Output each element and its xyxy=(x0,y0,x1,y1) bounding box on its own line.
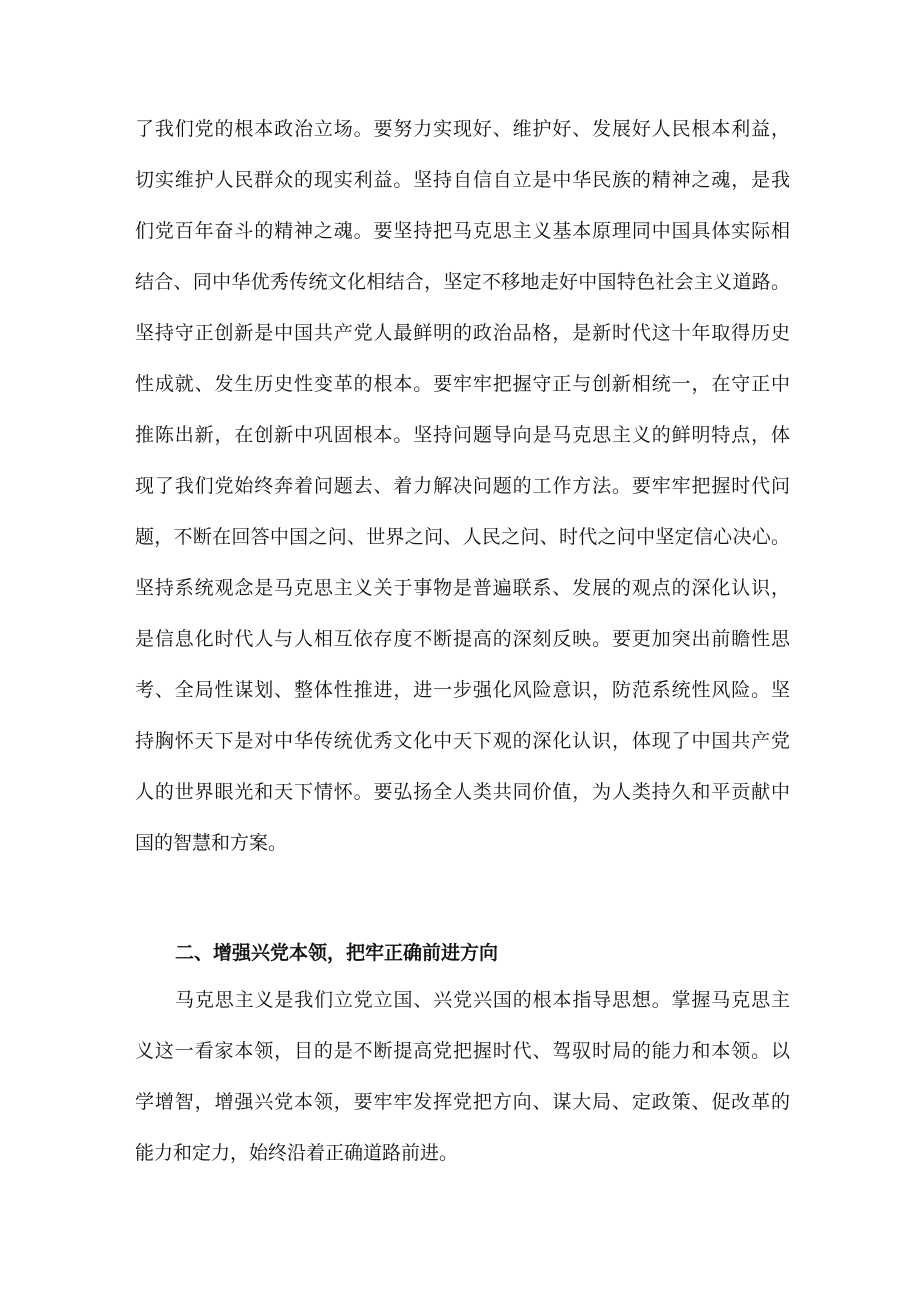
paragraph-line: 国的智慧和方案。 xyxy=(135,832,288,854)
paragraph-line: 义这一看家本领，目的是不断提高党把握时代、驾驭时局的能力和本领。以 xyxy=(135,1040,790,1062)
paragraph-line: 能力和定力，始终沿着正确道路前进。 xyxy=(135,1142,459,1164)
paragraph-line: 们党百年奋斗的精神之魂。要坚持把马克思主义基本原理同中国具体实际相 xyxy=(135,220,790,242)
paragraph-line: 考、全局性谋划、整体性推进，进一步强化风险意识，防范系统性风险。坚 xyxy=(135,679,790,701)
paragraph-line: 切实维护人民群众的现实利益。坚持自信自立是中华民族的精神之魂，是我 xyxy=(135,169,790,191)
paragraph-line: 持胸怀天下是对中华传统优秀文化中天下观的深化认识，体现了中国共产党 xyxy=(135,730,790,752)
paragraph-line: 了我们党的根本政治立场。要努力实现好、维护好、发展好人民根本利益， xyxy=(135,118,790,140)
paragraph-line: 学增智，增强兴党本领，要牢牢发挥党把方向、谋大局、定政策、促改革的 xyxy=(135,1091,790,1113)
paragraph-line: 是信息化时代人与人相互依存度不断提高的深刻反映。要更加突出前瞻性思 xyxy=(135,628,790,650)
paragraph-line: 推陈出新，在创新中巩固根本。坚持问题导向是马克思主义的鲜明特点，体 xyxy=(135,424,790,446)
paragraph-line: 现了我们党始终奔着问题去、着力解决问题的工作方法。要牢牢把握时代问 xyxy=(135,475,790,497)
paragraph-line: 马克思主义是我们立党立国、兴党兴国的根本指导思想。掌握马克思主 xyxy=(175,989,790,1011)
section-heading: 二、增强兴党本领，把牢正确前进方向 xyxy=(175,942,499,964)
paragraph-line: 坚持系统观念是马克思主义关于事物是普遍联系、发展的观点的深化认识， xyxy=(135,577,790,599)
paragraph-line: 题，不断在回答中国之问、世界之问、人民之问、时代之问中坚定信心决心。 xyxy=(135,526,790,548)
paragraph-line: 人的世界眼光和天下情怀。要弘扬全人类共同价值，为人类持久和平贡献中 xyxy=(135,781,790,803)
paragraph-line: 结合、同中华优秀传统文化相结合，坚定不移地走好中国特色社会主义道路。 xyxy=(135,271,790,293)
paragraph-line: 坚持守正创新是中国共产党人最鲜明的政治品格，是新时代这十年取得历史 xyxy=(135,322,790,344)
paragraph-line: 性成就、发生历史性变革的根本。要牢牢把握守正与创新相统一，在守正中 xyxy=(135,373,790,395)
